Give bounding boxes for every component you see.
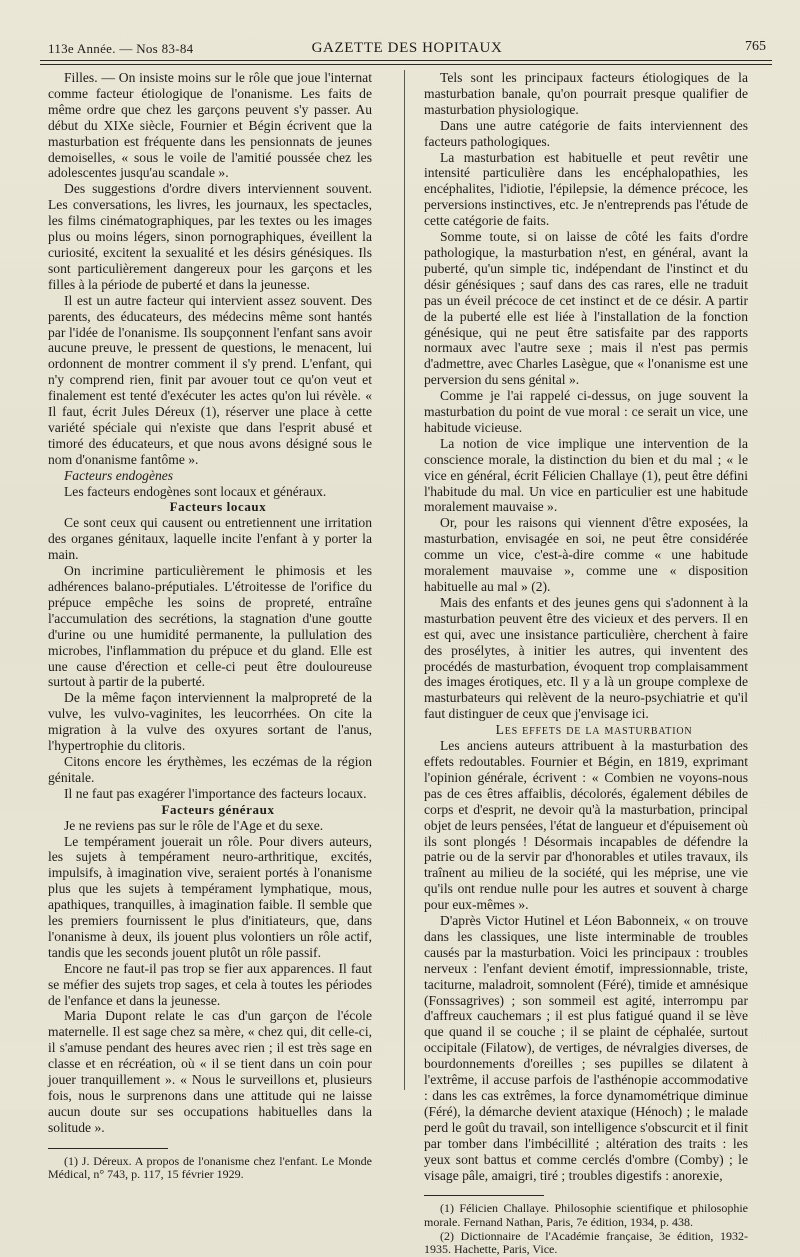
- paragraph: La notion de vice implique une intervention de la conscience morale, la distinction du bien et du mal ; « le vice en général, écrit Félicien Challaye (1), peut être défini l'habitude du mal. Un vice en particulier est une habitude moralement mauvaise ».: [424, 435, 748, 515]
- section-heading: Facteurs locaux: [169, 499, 267, 515]
- section-heading: Facteurs endogènes: [64, 467, 174, 483]
- paragraph: Je ne reviens pas sur le rôle de l'Age et du sexe.: [64, 817, 324, 833]
- paragraph: Des suggestions d'ordre divers interviennent souvent. Les conversations, les livres, les journaux, les spectacles, les films cinématographiques, par les textes ou les images plus ou moins légers, sinon pornographiques, éveillent la curiosité, excitent la sexualité et les désirs génésiques. Ils sont particulièrement dangereux pour les garçons et les filles à la période de puberté et dans la jeunesse.: [48, 181, 372, 292]
- issue-number: 113e Année. — Nos 83-84: [48, 41, 194, 56]
- section-heading: Facteurs généraux: [161, 801, 275, 817]
- paragraph: Somme toute, si on laisse de côté les faits d'ordre pathologique, la masturbation n'est, en général, avant la puberté, qu'un simple tic, indépendant de l'instinct et du désir génésiques ; sauf dans des cas rares, elle ne traduit pas un éveil précoce de cet instinct et de ce désir. A partir de la puberté elle est liée à l'installation de la fonction génésique, qui ne peut être satisfaite par des rapports normaux avec l'autre sexe ; mais il n'est pas permis d'admettre, avec Charles Lasègue, que « l'onanisme est une perversion du sens génital ».: [424, 229, 748, 388]
- paragraph: Tels sont les principaux facteurs étiologiques de la masturbation banale, qu'on pourrait presque qualifier de masturbation physiologique.: [424, 70, 748, 117]
- left-column: [48, 70, 372, 1182]
- journal-title: GAZETTE DES HOPITAUX: [311, 40, 503, 56]
- paragraph: Les anciens auteurs attribuent à la masturbation des effets redoutables. Fournier et Bégin, en 1819, exprimant l'opinion générale, écrivent : « Combien ne voyons-nous pas de ces êtres affaiblis, décolorés, également débiles de corps et d'esprit, ne devoir qu'à la masturbation, principal objet de leurs pensées, l'état de langueur et d'épuisement où ils sont plongés ! Désormais incapables de défendre la patrie ou de la servir par d'honorables et utiles travaux, ils traînent au milieu de la société, qui les méprise, une vie qu'ils ont rendue nulle pour les autres et souvent à charge pour eux-mêmes ».: [424, 738, 748, 913]
- paragraph: Les facteurs endogènes sont locaux et généraux.: [64, 483, 327, 499]
- page-number: 765: [745, 39, 766, 54]
- paragraph: La masturbation est habituelle et peut revêtir une intensité particulière dans les encéphalopathies, les encéphalites, l'idiotie, l'épilepsie, la démence précoce, les perversions instinctives, etc. Je n'entreprends pas l'étude de cette catégorie de faits.: [424, 149, 748, 229]
- section-heading: Les effets de la masturbation: [495, 722, 693, 738]
- paragraph: Encore ne faut-il pas trop se fier aux apparences. Il faut se méfier des sujets trop sages, et cela à toutes les périodes de l'enfance et dans la jeunesse.: [48, 960, 372, 1008]
- paragraph: Or, pour les raisons qui viennent d'être exposées, la masturbation, envisagée en soi, ne peut être considérée comme un vice, c'est-à-dire comme « une habitude moralement mauvaise », comme une « disposition habituelle au mal » (2).: [424, 515, 748, 594]
- footnote-rule: [48, 1148, 168, 1149]
- paragraph: Dans une autre catégorie de faits interviennent des facteurs pathologiques.: [424, 117, 748, 149]
- footnote-rule: [424, 1195, 544, 1196]
- footnote: (1) Félicien Challaye. Philosophie scientifique et philosophie morale. Fernand Nathan, Paris, 7e édition, 1934, p. 438.: [424, 1201, 748, 1230]
- paragraph: On incrimine particulièrement le phimosis et les adhérences balano-préputiales. L'étroitesse de l'orifice du prépuce empêche les soins de propreté, entraîne l'accumulation des secrétions, la stagnation d'une goutte d'urine ou une humidité permanente, la pullulation des microbes, l'inflammation du prépuce et du gland. Elle est une cause d'érection et celle-ci peut être douloureuse surtout à partir de la puberté.: [48, 563, 372, 690]
- footnote: (1) J. Déreux. A propos de l'onanisme chez l'enfant. Le Monde Médical, n° 743, p. 117, 15 février 1929.: [48, 1153, 372, 1182]
- footnote: (2) Dictionnaire de l'Académie française, 3e édition, 1932-1935. Hachette, Paris, Vice.: [424, 1228, 748, 1257]
- header-rule: [40, 60, 772, 61]
- paragraph: Le tempérament jouerait un rôle. Pour divers auteurs, les sujets à tempérament neuro-arthritique, excités, impulsifs, à imagination vive, seraient portés à l'onanisme plus que les sujets à tempérament lymphatique, mous, apathiques, tranquilles, à imagination faible. Il semble que les premiers fournissent le plus d'initiateurs, que, dans l'onanisme à deux, ils jouent plus volontiers un rôle actif, tandis que les seconds jouent plutôt un rôle passif.: [48, 833, 372, 960]
- paragraph: De la même façon interviennent la malpropreté de la vulve, les vulvo-vaginites, les leucorrhées. On cite la migration à la vulve des oxyures sortant de l'anus, l'hypertrophie du clitoris.: [48, 690, 372, 754]
- paragraph: D'après Victor Hutinel et Léon Babonneix, « on trouve dans les classiques, une liste interminable de troubles causés par la masturbation. Voici les principaux : troubles nerveux : l'enfant devient émotif, impressionnable, triste, taciturne, maladroit, somnolent (Féré), timide et amnésique (Fonssagrives) ; son sommeil est agité, interrompu par d'affreux cauchemars ; il est plus fatigué quand il se lève que quand il se couche ; il se plaint de céphalée, surtout occipitale (Filatow), de vertiges, de névralgies diverses, de bourdonnements d'oreilles ; ses pupilles se dilatent à l'extrême, il accuse parfois de l'asthénopie accommodative : dans les cas extrêmes, la force dynamométrique diminue (Féré), la démarche devient ataxique (Hénoch) ; le malade perd le goût du travail, son intelligence s'obscurcit et il finit par tomber dans l'imbécillité ; altération des traits : les yeux sont battus et comme cerclés d'ombre (Comby) ; le visage pâle, amaigri, tiré ; troubles digestifs : anorexie,: [424, 913, 748, 1183]
- paragraph: Filles. — On insiste moins sur le rôle que joue l'internat comme facteur étiologique de l'onanisme. Les faits de même ordre que chez les garçons peuvent s'y passer. Au début du XIXe siècle, Fournier et Bégin écrivent que la masturbation est fréquente dans les pensionnats de jeunes demoiselles, « sous le voile de l'amitié poussée chez les adolescentes jusqu'au scandale ».: [48, 70, 372, 181]
- paragraph: Il ne faut pas exagérer l'importance des facteurs locaux.: [64, 785, 367, 801]
- paragraph: Ce sont ceux qui causent ou entretiennent une irritation des organes génitaux, laquelle incite l'enfant à y porter la main.: [48, 515, 372, 563]
- paragraph: Maria Dupont relate le cas d'un garçon de l'école maternelle. Il est sage chez sa mère, « chez qui, dit celle-ci, il s'amuse pendant des heures avec rien ; il est très sage en classe et en récréation, où « il se tient dans un coin pour jouer tranquillement ». « Nous le surveillons et, plusieurs fois, nous le surprenons dans une attitude qui ne laisse aucun doute sur ses occupations habituelles dans la solitude ».: [48, 1008, 372, 1135]
- paragraph: Mais des enfants et des jeunes gens qui s'adonnent à la masturbation peuvent être des vicieux et des pervers. Il en est qui, avec une insistance particulière, cherchent à faire des prosélytes, à initier les autres, qui inventent des procédés de masturbation, évoquent trop complaisamment des images érotiques, etc. Il y a là un groupe complexe de masturbateurs qui relèvent de la neuro-psychiatrie et qu'il faut distinguer de ceux que j'envisage ici.: [424, 594, 748, 722]
- paragraph: Il est un autre facteur qui intervient assez souvent. Des parents, des éducateurs, des médecins même sont hantés par l'idée de l'onanisme. Ils soupçonnent l'enfant sans avoir aucune preuve, le pressent de questions, le menacent, lui ordonnent de montrer comment il s'y prend. L'enfant, qui n'y comprend rien, finit par avouer tout ce qu'on veut et finalement est tenté d'exécuter les actes qu'on lui révèle. « Il faut, écrit Jules Déreux (1), réserver une place à cette variété spéciale qui n'existe que dans l'esprit abusé et timoré des éducateurs, et que nous avons désigné sous le nom d'onanisme fantôme ».: [48, 292, 372, 467]
- right-column: [424, 70, 748, 1257]
- header-rule-thin: [40, 64, 772, 65]
- column-divider: [404, 70, 405, 1090]
- page-header: [48, 38, 766, 60]
- paragraph: Comme je l'ai rappelé ci-dessus, on juge souvent la masturbation du point de vue moral : ce serait un vice, une habitude vicieuse.: [424, 388, 748, 435]
- paragraph: Citons encore les érythèmes, les eczémas de la région génitale.: [48, 753, 372, 785]
